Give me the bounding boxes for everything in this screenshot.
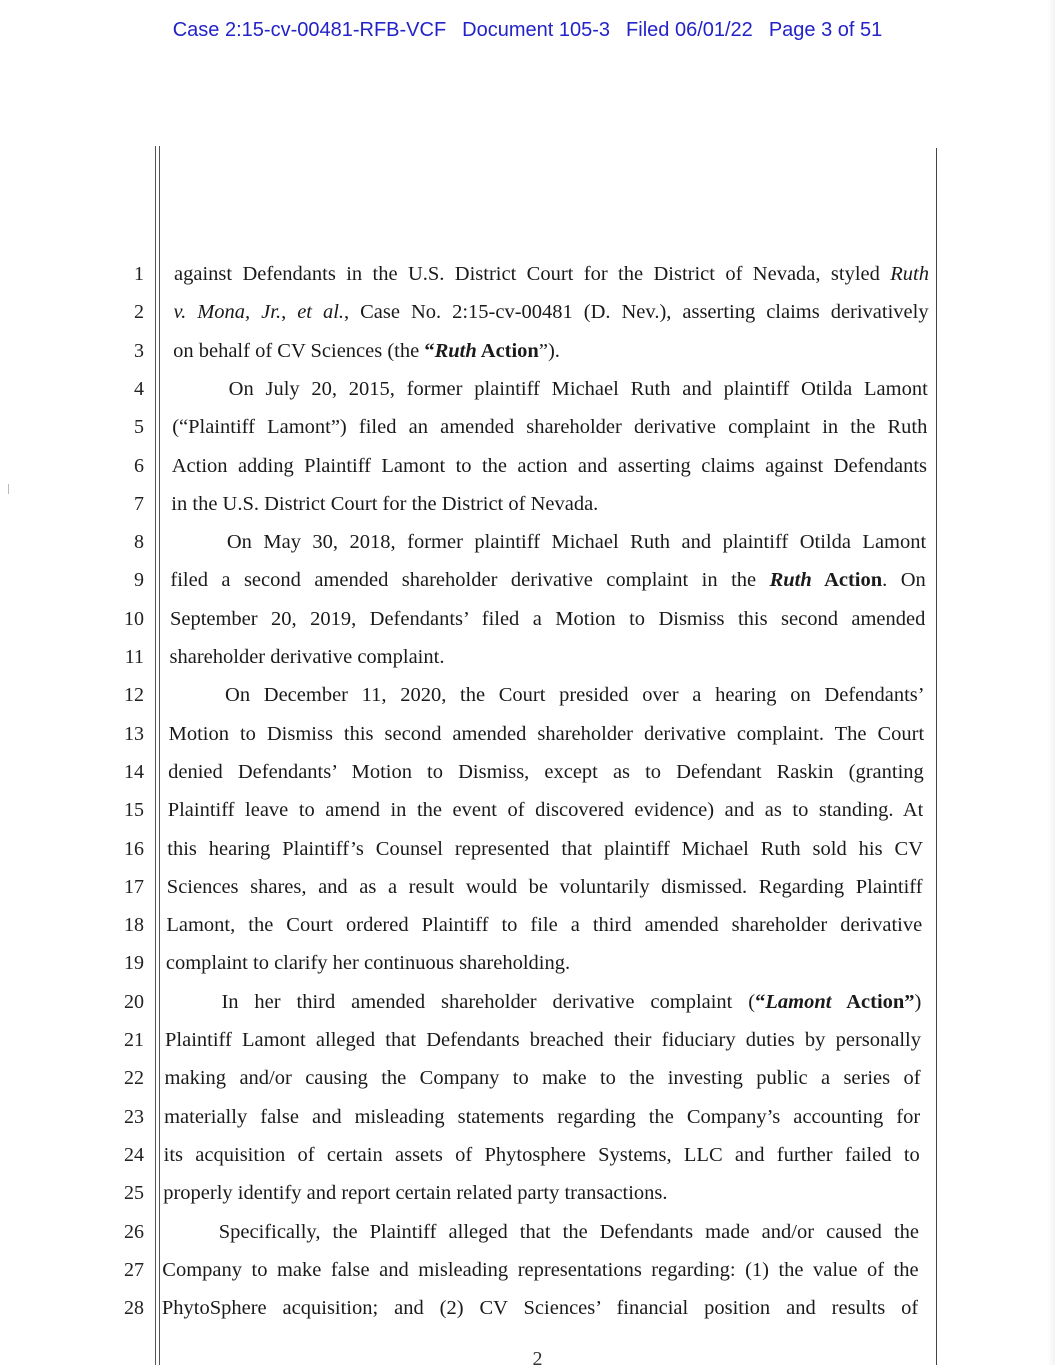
left-margin-rule-inner [159,146,160,1365]
text-run: materially false and misleading statements regarding the Company’s accounting for [164,1105,921,1128]
left-margin-rule-outer [155,146,156,1365]
emphasis-text: “ [424,339,435,362]
text-line [171,491,598,517]
text-run: . On [882,569,926,592]
line-number: 4 [134,377,144,400]
page-number: 2 [532,1348,543,1370]
line-number: 23 [124,1105,144,1128]
line-number: 5 [134,416,144,439]
text-line [163,1180,667,1206]
text-run: Plaintiff leave to amend in the event of discovered evidence) and as to standing. At [167,799,924,822]
text-run: Lamont, the Court ordered Plaintiff to file a third amended shareholder derivative [166,914,923,937]
text-line [170,644,445,670]
text-run: On December 11, 2020, the Court presided over a hearing on Defendants’ [225,684,925,707]
line-number: 13 [124,722,144,745]
text-run: on behalf of CV Sciences (the [173,339,425,362]
emphasis-text: Lamont [765,990,832,1013]
case-number: Case 2:15-cv-00481-RFB-VCF [172,19,447,41]
text-run: Specifically, the Plaintiff alleged that the Defendants made and/or caused the [218,1220,919,1243]
text-line [221,989,921,1015]
text-run: its acquisition of certain assets of Phytosphere Systems, LLC and further failed to [163,1143,920,1166]
line-number: 14 [124,760,144,783]
text-run: denied Defendants’ Motion to Dismiss, except as to Defendant Raskin (granting [168,760,924,783]
line-number: 17 [124,875,144,898]
text-run: In her third amended shareholder derivative complaint ( [221,990,756,1013]
text-line [166,912,922,938]
text-line [173,338,560,364]
text-line [167,874,923,900]
text-line [172,414,927,440]
line-number: 12 [124,684,144,707]
text-run: this hearing Plaintiff’s Counsel represented that plaintiff Michael Ruth sold his CV [167,837,923,860]
line-number: 25 [124,1182,144,1205]
text-line [165,1065,921,1091]
text-run: Sciences shares, and as a result would be voluntarily dismissed. Regarding Plaintiff [166,875,923,898]
text-run: making and/or causing the Company to make to the investing public a series of [164,1067,921,1090]
text-line [168,759,924,785]
text-run: , Case No. 2:15-cv-00481 (D. Nev.), asserting claims derivatively [344,301,929,324]
line-number: 22 [124,1067,144,1090]
emphasis-text: “ [755,990,766,1013]
line-number: 8 [134,531,144,554]
text-run: (“Plaintiff Lamont”) filed an amended shareholder derivative complaint in the Ruth [172,416,928,439]
line-number: 15 [124,799,144,822]
line-number: 19 [124,952,144,975]
line-number: 10 [124,607,144,630]
text-line [170,606,925,632]
text-run: Motion to Dismiss this second amended shareholder derivative complaint. The Court [168,722,925,745]
text-line [219,1219,919,1245]
text-run: September 20, 2019, Defendants’ filed a Motion to Dismiss this second amended [169,607,926,630]
line-number: 3 [134,339,144,362]
emphasis-text: Action [476,339,539,362]
text-run: filed a second amended shareholder derivative complaint in the [170,569,770,592]
line-number: 21 [124,1029,144,1051]
line-number: 11 [124,646,144,668]
emphasis-text: Action” [831,990,915,1013]
text-line [229,376,928,402]
emphasis-text: et al. [297,301,345,324]
document-number: Document 105-3 [462,19,611,41]
text-run: Plaintiff Lamont alleged that Defendants breached their fiduciary duties by personally [165,1029,921,1051]
text-run: PhytoSphere acquisition; and (2) CV Sciences’ financial position and results of [161,1297,919,1320]
text-line [164,1104,920,1130]
filed-date: Filed 06/01/22 [626,19,753,41]
text-line [172,453,927,479]
text-line [227,529,926,555]
text-line [165,1027,921,1053]
text-run: , [281,301,298,324]
text-run: ”). [538,339,560,362]
line-number: 20 [124,990,144,1013]
line-number: 9 [134,569,144,592]
text-line [164,1142,920,1168]
line-number: 28 [124,1297,144,1320]
right-margin-rule [936,148,937,1365]
line-number: 16 [124,837,144,860]
text-line [225,682,925,708]
text-run: shareholder derivative complaint. [169,646,445,668]
scan-mark [8,484,9,494]
text-run: against Defendants in the U.S. District Court for the District of Nevada, styled [174,263,891,285]
text-line [166,950,570,976]
text-run: in the U.S. District Court for the District of Nevada. [171,492,599,515]
line-number: 6 [134,454,144,477]
line-number: 27 [124,1258,144,1281]
text-run: complaint to clarify her continuous shareholding. [165,952,571,975]
text-line [162,1295,918,1321]
text-line [169,721,925,747]
line-number: 26 [124,1220,144,1243]
line-number: 1 [134,263,144,285]
text-run: properly identify and report certain related party transactions. [163,1182,668,1205]
text-run: Action adding Plaintiff Lamont to the action and asserting claims against Defendants [171,454,927,477]
line-number: 7 [134,492,144,515]
line-number: 2 [134,301,144,324]
text-line [167,836,923,862]
emphasis-text: Action [811,569,883,592]
emphasis-text: Ruth [434,339,477,362]
text-line [168,797,924,823]
text-run: ) [914,990,922,1013]
text-run: On May 30, 2018, former plaintiff Michael Ruth and plaintiff Otilda Lamont [226,531,927,554]
text-line [162,1257,918,1283]
line-number: 18 [124,914,144,937]
text-run: Company to make false and misleading representations regarding: (1) the value of the [162,1258,919,1281]
emphasis-text: Ruth [769,569,812,592]
emphasis-text: Ruth [890,263,929,285]
line-number: 24 [124,1143,144,1166]
emphasis-text: v. Mona, Jr. [173,301,282,324]
page-indicator: Page 3 of 51 [768,19,883,41]
text-line [170,567,925,593]
text-run: On July 20, 2015, former plaintiff Michael Ruth and plaintiff Otilda Lamont [228,377,928,400]
case-header [0,19,1055,42]
text-line [174,299,929,325]
text-line [174,261,929,287]
scan-edge-shadow [1048,0,1055,1365]
